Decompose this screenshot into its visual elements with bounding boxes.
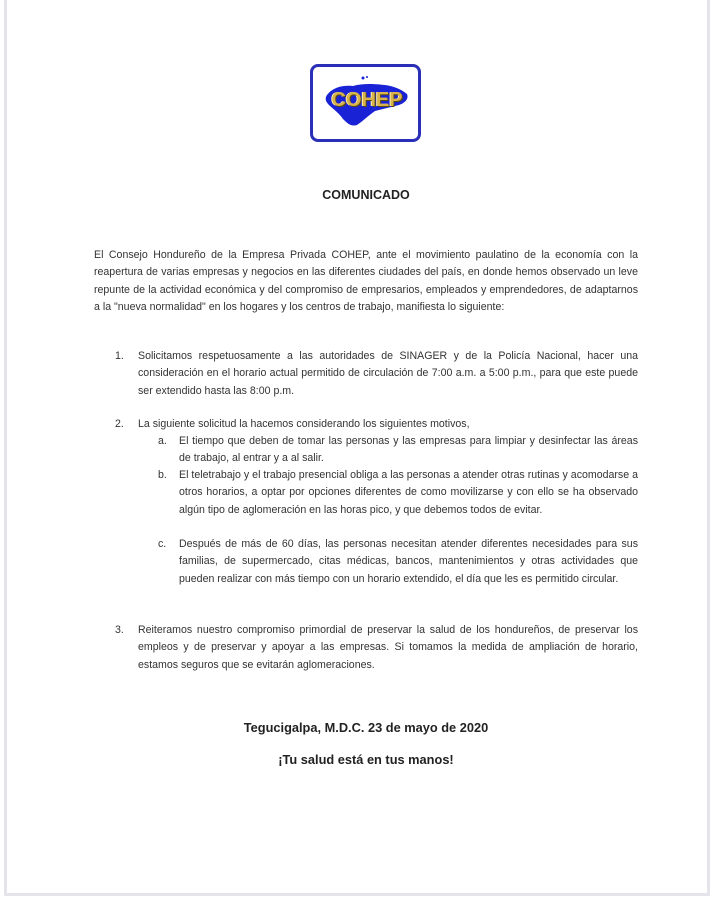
- item-number: 3.: [115, 624, 124, 636]
- subitem-letter: b.: [158, 469, 167, 481]
- item-number: 1.: [115, 350, 124, 362]
- cohep-logo: [310, 64, 421, 142]
- place-date: Tegucigalpa, M.D.C. 23 de mayo de 2020: [243, 720, 489, 735]
- list-item-1: Solicitamos respetuosamente a las autoridades de SINAGER y de la Policía Nacional, hacer una consideración en el horario actual permitido de circulación de 7:00 a.m. a 5:00 p.m., para que este puede ser extendido hasta las 8:00 p.m.: [138, 350, 638, 397]
- subitem-letter: c.: [158, 538, 167, 550]
- item-number: 2.: [115, 418, 124, 430]
- list-subitem-a: El tiempo que deben de tomar las personas y las empresas para limpiar y desinfectar las áreas de trabajo, al entrar y a al salir.: [179, 435, 638, 465]
- document-title: COMUNICADO: [322, 188, 410, 202]
- document-page: [4, 0, 710, 896]
- intro-paragraph: El Consejo Hondureño de la Empresa Privada COHEP, ante el movimiento paulatino de la economía con la reapertura de varias empresas y negocios en las diferentes ciudades del país, en donde hemos observado un leve repunte de la actividad económica y del compromiso de empresarios, empleados y emprendedores, de adaptarnos a la "nueva normalidad" en los hogares y los centros de trabajo, manifiesta lo siguiente:: [94, 249, 638, 313]
- list-subitem-b: El teletrabajo y el trabajo presencial obliga a las personas a atender otras rutinas y acomodarse a otros horarios, a optar por opciones diferentes de como movilizarse y con ello se ha observado algún tipo de aglomeración en las horas pico, y que debemos todos de evitar.: [179, 469, 638, 516]
- logo-text: COHEP: [331, 89, 403, 111]
- list-item-3: Reiteramos nuestro compromiso primordial de preservar la salud de los hondureños, de preservar los empleos y de preservar y apoyar a las empresas. Si tomamos la medida de ampliación de horario, estamos seguros que se evitarán aglomeraciones.: [138, 624, 638, 671]
- list-item-2: La siguiente solicitud la hacemos considerando los siguientes motivos,: [138, 418, 470, 430]
- list-subitem-c: Después de más de 60 días, las personas necesitan atender diferentes necesidades para sus familias, de supermercado, citas médicas, bancos, mantenimientos y otras actividades que pueden realizar con más tiempo con un horario extendido, el día que les es permitido circular.: [179, 538, 638, 585]
- subitem-letter: a.: [158, 435, 167, 447]
- slogan: ¡Tu salud está en tus manos!: [278, 752, 454, 767]
